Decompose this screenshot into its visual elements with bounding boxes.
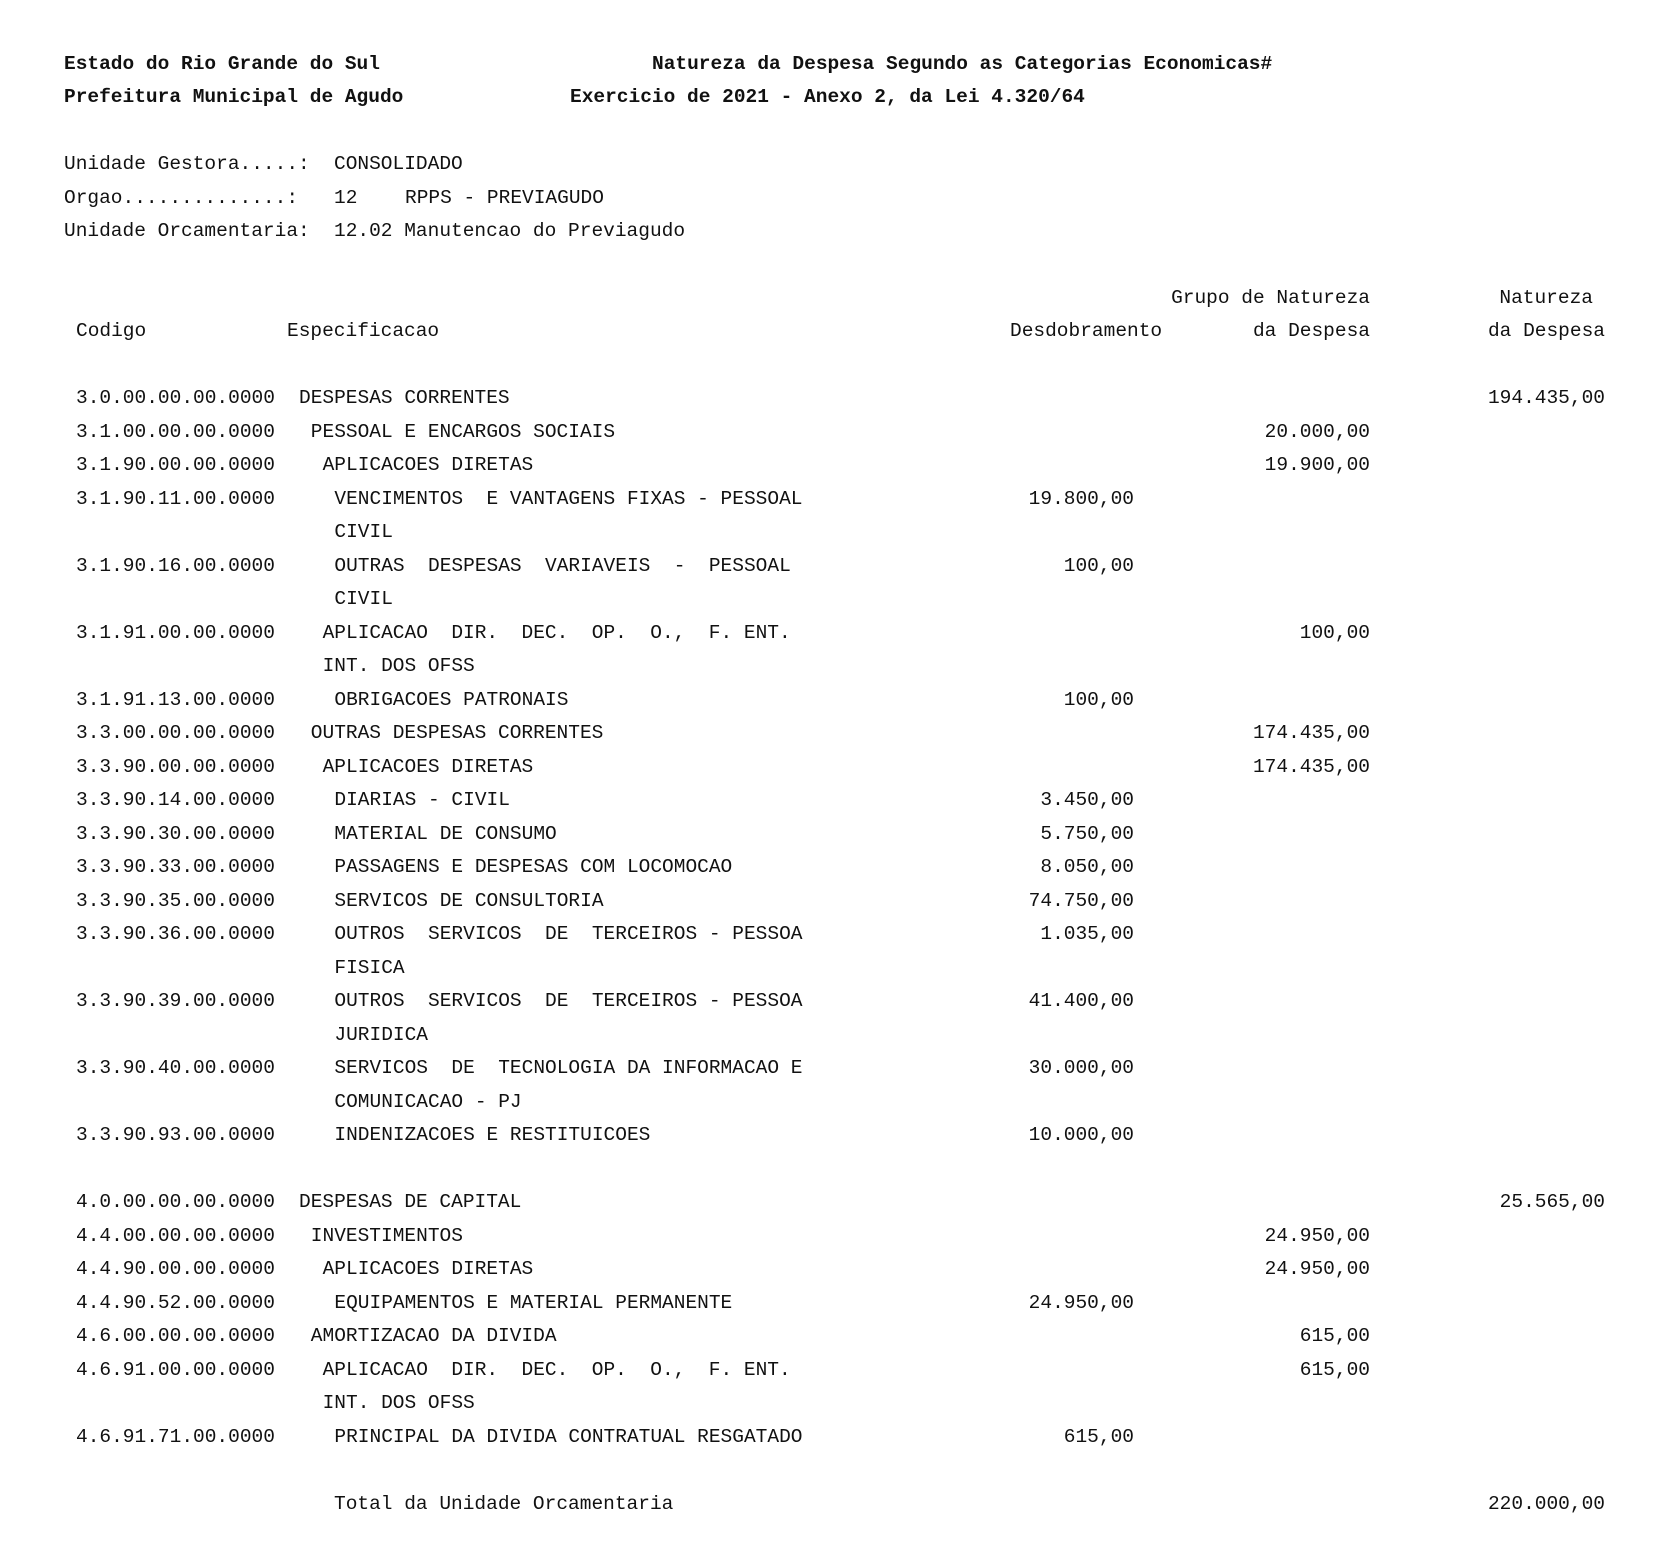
- row-specification: DIARIAS - CIVIL: [334, 789, 510, 811]
- row-code: 4.4.90.52.00.0000: [76, 1291, 275, 1314]
- row-desdobramento: 100,00: [1063, 554, 1134, 577]
- row-code: 3.0.00.00.00.0000: [76, 387, 275, 409]
- row-specification: APLICACOES DIRETAS: [322, 1258, 534, 1280]
- row-grupo: 20.000,00: [1264, 420, 1370, 443]
- row-specification: DESPESAS CORRENTES: [299, 387, 510, 409]
- row-code: 3.3.90.14.00.0000: [76, 789, 275, 811]
- row-specification: INDENIZACOES E RESTITUICOES: [334, 1124, 651, 1146]
- col-especificacao-header: Especificacao: [287, 320, 440, 342]
- row-grupo: 19.900,00: [1264, 454, 1370, 476]
- row-code: 3.1.00.00.00.0000: [76, 420, 275, 443]
- row-code: 4.6.91.71.00.0000: [76, 1425, 275, 1448]
- row-grupo: 615,00: [1299, 1325, 1370, 1347]
- unidade-orcamentaria-value: 12.02 Manutencao do Previagudo: [334, 220, 686, 242]
- row-code: 4.6.91.00.00.0000: [76, 1358, 275, 1381]
- row-specification: APLICACAO DIR. DEC. OP. O., F. ENT.: [322, 621, 791, 644]
- row-desdobramento: 1.035,00: [1040, 923, 1134, 945]
- row-specification: COMUNICACAO - PJ: [334, 1090, 522, 1113]
- row-desdobramento: 5.750,00: [1040, 822, 1134, 845]
- orgao-name: RPPS - PREVIAGUDO: [405, 187, 604, 209]
- row-specification: CIVIL: [334, 521, 393, 543]
- row-specification: SERVICOS DE TECNOLOGIA DA INFORMACAO E: [334, 1057, 803, 1079]
- orgao-code: 12: [334, 187, 358, 209]
- row-desdobramento: 19.800,00: [1028, 487, 1134, 510]
- row-specification: VENCIMENTOS E VANTAGENS FIXAS - PESSOAL: [334, 487, 803, 510]
- row-grupo: 24.950,00: [1264, 1224, 1370, 1247]
- row-specification: APLICACOES DIRETAS: [322, 454, 534, 476]
- row-desdobramento: 30.000,00: [1028, 1057, 1134, 1079]
- state-name: Estado do Rio Grande do Sul: [64, 53, 380, 75]
- row-desdobramento: 74.750,00: [1028, 889, 1134, 912]
- row-specification: JURIDICA: [334, 1023, 429, 1046]
- row-desdobramento: 41.400,00: [1028, 990, 1134, 1012]
- row-specification: OBRIGACOES PATRONAIS: [334, 688, 569, 711]
- row-code: 3.1.90.11.00.0000: [76, 487, 275, 510]
- unidade-gestora-value: CONSOLIDADO: [334, 153, 463, 175]
- row-specification: APLICACOES DIRETAS: [322, 755, 534, 778]
- col-desdobramento-header: Desdobramento: [1010, 320, 1163, 342]
- row-specification: OUTROS SERVICOS DE TERCEIROS - PESSOA: [334, 923, 803, 945]
- row-code: 4.6.00.00.00.0000: [76, 1325, 275, 1347]
- row-grupo: 174.435,00: [1252, 755, 1370, 778]
- row-code: 3.3.90.35.00.0000: [76, 889, 275, 912]
- col-grupo-header-line1: Grupo de Natureza: [1171, 287, 1370, 309]
- row-code: 3.3.90.39.00.0000: [76, 990, 275, 1012]
- row-specification: PASSAGENS E DESPESAS COM LOCOMOCAO: [334, 856, 733, 878]
- row-grupo: 100,00: [1299, 621, 1370, 644]
- row-specification: OUTRAS DESPESAS VARIAVEIS - PESSOAL: [334, 554, 791, 577]
- row-desdobramento: 10.000,00: [1028, 1124, 1134, 1146]
- total-value: 220.000,00: [1487, 1492, 1605, 1515]
- row-specification: AMORTIZACAO DA DIVIDA: [310, 1325, 557, 1347]
- row-grupo: 24.950,00: [1264, 1258, 1370, 1280]
- orgao-label: Orgao..............:: [64, 187, 299, 209]
- row-specification: INT. DOS OFSS: [322, 1392, 475, 1414]
- row-grupo: 174.435,00: [1252, 722, 1370, 744]
- row-code: 3.3.90.30.00.0000: [76, 822, 275, 845]
- col-natureza-header-line2: da Despesa: [1487, 320, 1605, 342]
- unidade-orcamentaria-label: Unidade Orcamentaria:: [64, 220, 310, 242]
- row-natureza: 25.565,00: [1499, 1191, 1605, 1213]
- row-code: 3.3.90.40.00.0000: [76, 1057, 275, 1079]
- row-code: 3.3.90.36.00.0000: [76, 923, 275, 945]
- col-grupo-header-line2: da Despesa: [1252, 320, 1370, 342]
- row-specification: OUTRAS DESPESAS CORRENTES: [310, 722, 604, 744]
- row-specification: SERVICOS DE CONSULTORIA: [334, 889, 604, 912]
- row-specification: PRINCIPAL DA DIVIDA CONTRATUAL RESGATADO: [334, 1425, 803, 1448]
- col-natureza-header-line1: Natureza: [1499, 287, 1593, 309]
- row-desdobramento: 100,00: [1063, 688, 1134, 711]
- row-code: 3.1.91.13.00.0000: [76, 688, 275, 711]
- prefecture-name: Prefeitura Municipal de Agudo: [64, 86, 404, 108]
- col-codigo-header: Codigo: [76, 320, 147, 342]
- row-code: 3.3.90.00.00.0000: [76, 755, 275, 778]
- row-specification: INVESTIMENTOS: [310, 1224, 463, 1247]
- row-code: 4.4.90.00.00.0000: [76, 1258, 275, 1280]
- row-desdobramento: 8.050,00: [1040, 856, 1134, 878]
- row-desdobramento: 3.450,00: [1040, 789, 1134, 811]
- report-title: Natureza da Despesa Segundo as Categorias Economicas#: [652, 53, 1273, 75]
- row-natureza: 194.435,00: [1487, 387, 1605, 409]
- row-specification: CIVIL: [334, 588, 393, 610]
- row-specification: OUTROS SERVICOS DE TERCEIROS - PESSOA: [334, 990, 803, 1012]
- total-label: Total da Unidade Orcamentaria: [334, 1492, 674, 1515]
- row-code: 4.4.00.00.00.0000: [76, 1224, 275, 1247]
- row-code: 3.3.90.33.00.0000: [76, 856, 275, 878]
- row-specification: MATERIAL DE CONSUMO: [334, 822, 557, 845]
- row-code: 3.3.00.00.00.0000: [76, 722, 275, 744]
- row-code: 3.1.91.00.00.0000: [76, 621, 275, 644]
- row-code: 3.3.90.93.00.0000: [76, 1124, 275, 1146]
- row-desdobramento: 615,00: [1063, 1425, 1134, 1448]
- unidade-gestora-label: Unidade Gestora.....:: [64, 153, 310, 175]
- row-specification: PESSOAL E ENCARGOS SOCIAIS: [310, 420, 616, 443]
- row-desdobramento: 24.950,00: [1028, 1291, 1134, 1314]
- row-code: 3.1.90.00.00.0000: [76, 454, 275, 476]
- row-specification: DESPESAS DE CAPITAL: [299, 1191, 522, 1213]
- row-code: 3.1.90.16.00.0000: [76, 554, 275, 577]
- row-specification: EQUIPAMENTOS E MATERIAL PERMANENTE: [334, 1291, 733, 1314]
- row-code: 4.0.00.00.00.0000: [76, 1191, 275, 1213]
- row-specification: APLICACAO DIR. DEC. OP. O., F. ENT.: [322, 1358, 791, 1381]
- row-specification: INT. DOS OFSS: [322, 655, 475, 677]
- report-subtitle: Exercicio de 2021 - Anexo 2, da Lei 4.320/64: [570, 86, 1085, 108]
- row-grupo: 615,00: [1299, 1358, 1370, 1381]
- row-specification: FISICA: [334, 956, 405, 979]
